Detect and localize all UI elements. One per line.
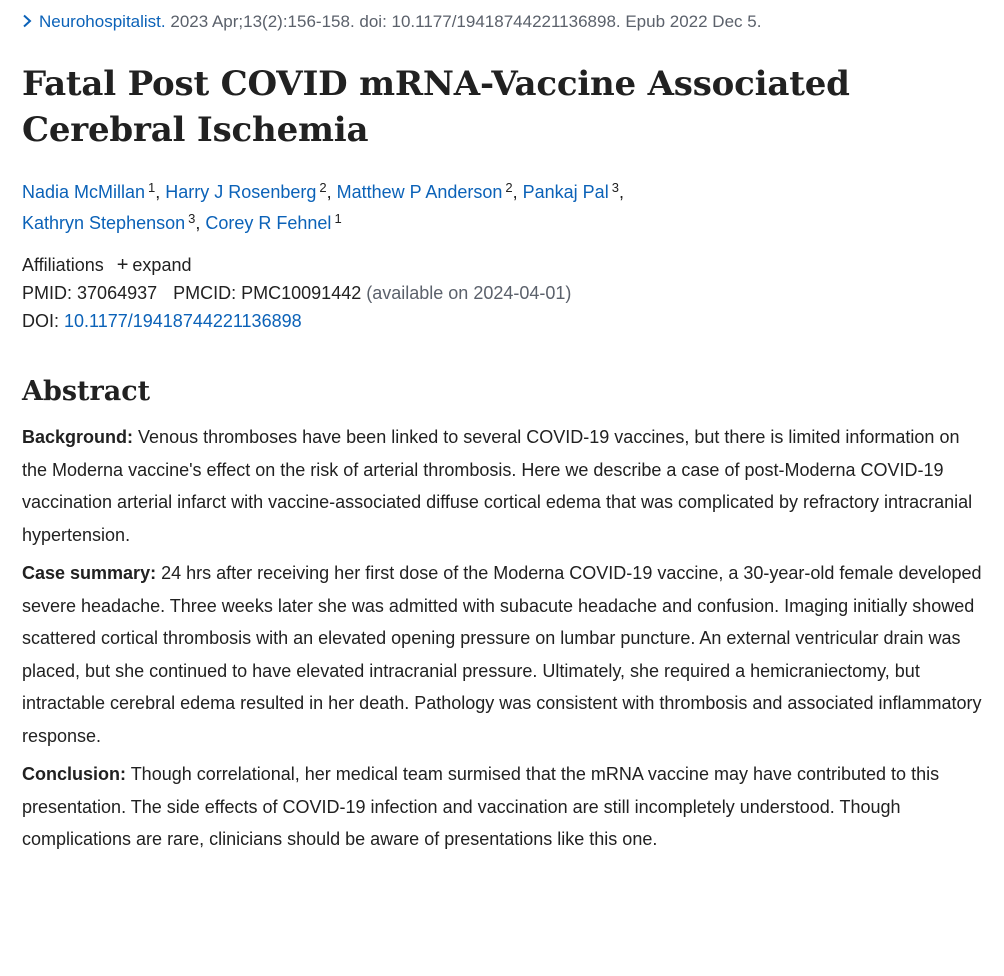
pmid-label: PMID: xyxy=(22,283,73,303)
affiliations-expand-button[interactable] xyxy=(117,255,192,275)
author-separator: , xyxy=(618,182,624,202)
author-link[interactable]: Nadia McMillan xyxy=(22,182,146,202)
abstract-section-text: Venous thromboses have been linked to several COVID-19 vaccines, but there is limited information on the Moderna vaccine's effect on the risk of arterial thrombosis. Here we describe a case of post-Moderna COVID-19 vaccination arterial infarct with vaccine-associated diffuse cortical edema that was complicated by refractory intracranial hypertension. xyxy=(22,427,973,545)
abstract-section-background xyxy=(22,421,986,551)
affiliation-ref[interactable]: 2 xyxy=(319,180,327,195)
abstract-section-text: Though correlational, her medical team surmised that the mRNA vaccine may have contributed to this presentation. The side effects of COVID-19 infection and vaccination are still incompletely understood. Though complications are rare, clinicians should be aware of presentations like this one. xyxy=(22,764,940,849)
authors-list xyxy=(22,177,986,239)
abstract-body xyxy=(22,421,986,856)
doi-row xyxy=(22,307,986,335)
abstract-section-label: Background: xyxy=(22,427,134,447)
affiliation-ref[interactable]: 3 xyxy=(611,180,619,195)
abstract-section-conclusion xyxy=(22,758,986,856)
citation-line xyxy=(22,9,986,35)
affiliations-row xyxy=(22,251,986,279)
abstract-section-text: 24 hrs after receiving her first dose of the Moderna COVID-19 vaccine, a 30-year-old female developed severe headache. Three weeks later she was admitted with subacute headache and confusion. Imaging initially showed scattered cortical thrombosis with an elevated opening pressure on lumbar puncture. An external ventricular drain was placed, but she continued to have elevated intracranial pressure. Ultimately, she required a hemicraniectomy, but intractable cerebral edema resulted in her death. Pathology was consistent with thrombosis and associated inflammatory response. xyxy=(22,563,982,746)
affiliations-label: Affiliations xyxy=(22,255,104,275)
author-item xyxy=(22,213,205,233)
pmcid-value: PMC10091442 xyxy=(241,283,362,303)
author-separator: , xyxy=(326,182,337,202)
author-link[interactable]: Pankaj Pal xyxy=(522,182,609,202)
pmcid-availability: (available on 2024-04-01) xyxy=(366,283,572,303)
author-link[interactable]: Corey R Fehnel xyxy=(205,213,332,233)
journal-link[interactable]: Neurohospitalist. xyxy=(39,12,166,31)
author-item xyxy=(22,182,165,202)
article-title: Fatal Post COVID mRNA-Vaccine Associated Cerebral Ischemia xyxy=(22,64,850,150)
ids-row xyxy=(22,279,986,307)
author-item xyxy=(523,182,624,202)
affiliation-ref[interactable]: 2 xyxy=(505,180,513,195)
author-link[interactable]: Kathryn Stephenson xyxy=(22,213,186,233)
doi-label: DOI: xyxy=(22,311,60,331)
pmid-value: 37064937 xyxy=(77,283,158,303)
affiliation-ref[interactable]: 1 xyxy=(334,211,342,226)
author-item xyxy=(205,213,341,233)
author-link[interactable]: Harry J Rosenberg xyxy=(165,182,317,202)
citation-details: 2023 Apr;13(2):156-158. doi: 10.1177/19418744221136898. Epub 2022 Dec 5. xyxy=(170,12,762,31)
author-item xyxy=(165,182,336,202)
author-separator: , xyxy=(512,182,523,202)
author-separator: , xyxy=(155,182,166,202)
affiliation-ref[interactable]: 3 xyxy=(188,211,196,226)
pmcid-label: PMCID: xyxy=(173,283,237,303)
abstract-heading: Abstract xyxy=(22,376,151,407)
article-identifiers xyxy=(22,251,986,335)
abstract-section-case-summary xyxy=(22,557,986,752)
abstract-section-label: Case summary: xyxy=(22,563,157,583)
plus-icon: + xyxy=(116,254,129,276)
abstract-section-label: Conclusion: xyxy=(22,764,126,784)
author-link[interactable]: Matthew P Anderson xyxy=(336,182,503,202)
author-separator: , xyxy=(195,213,206,233)
author-item xyxy=(337,182,523,202)
expand-label: expand xyxy=(132,255,192,275)
doi-link[interactable]: 10.1177/19418744221136898 xyxy=(64,311,302,331)
affiliation-ref[interactable]: 1 xyxy=(148,180,156,195)
chevron-right-icon[interactable] xyxy=(22,9,33,35)
